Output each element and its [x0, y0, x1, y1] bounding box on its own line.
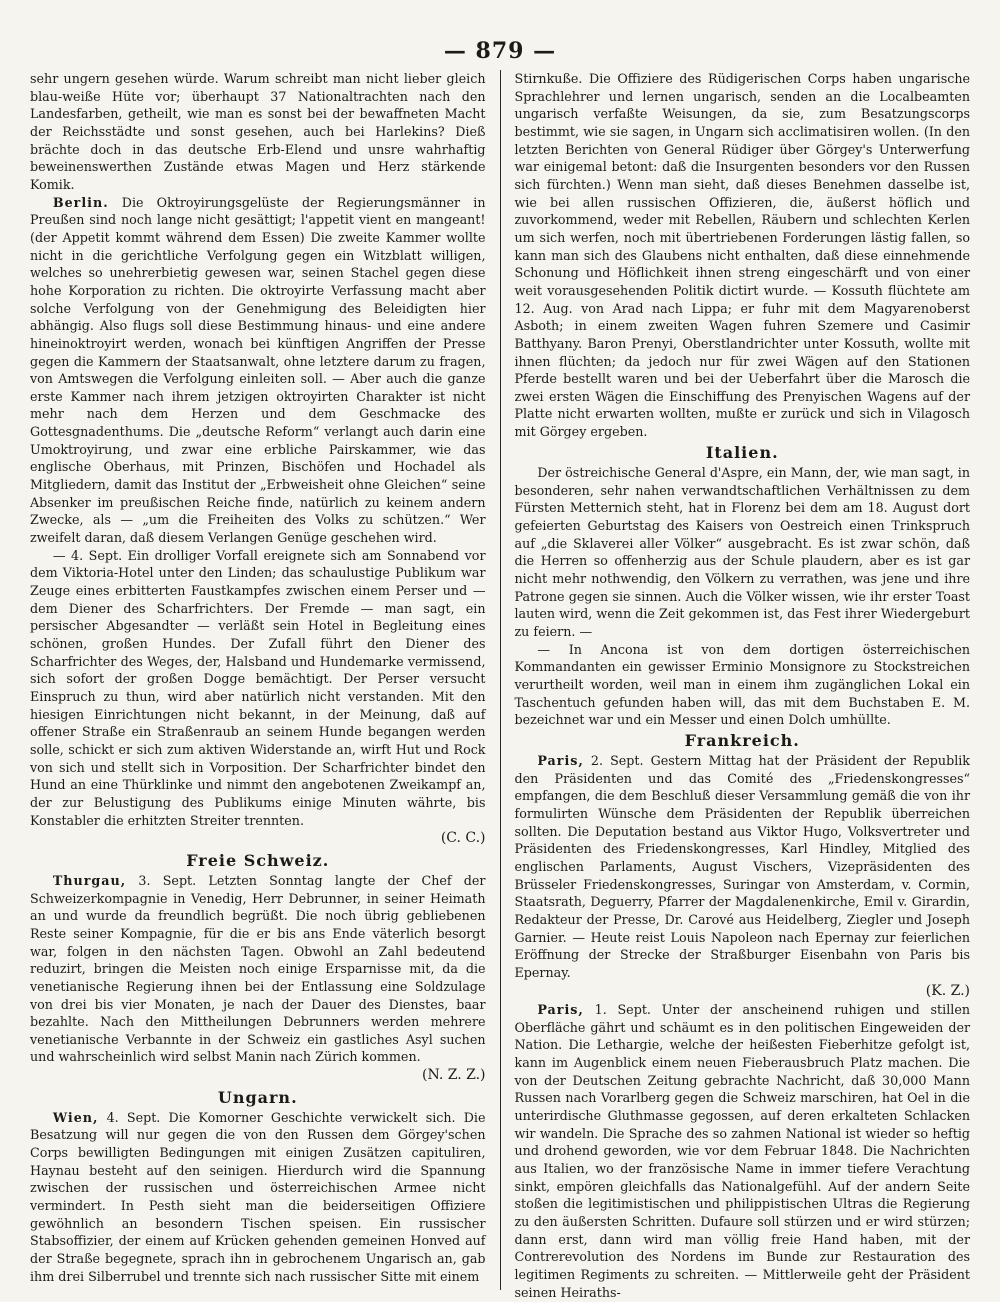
ungarn-continuation: Stirnkuße. Die Offiziere des Rüdigerischen Corps haben ungarische Sprachlehrer und lernen ungarisch, senden an die Localbeamten ungarisch verfaßte Weisungen, da sie, zum Besatzungscorps bestimmt, wie sie sagen, in Ungarn sich acclimatisiren wollen. (In den letzten Berichten von General Rüdiger über Görgey's Unterwerfung war einigemal betont: daß die Insurgenten besonders vor den Russen sich fürchten.) Wenn man sieht, daß dieses Benehmen dasselbe ist, wie bei allen russischen Offizieren, die, äußerst höflich und zuvorkommend, weder mit Rebellen, Räubern und schlechten Kerlen um sich werfen, noch mit übertriebenen Forderungen lästig fallen, so kann man sich des Glaubens nicht enthalten, daß diese einnehmende Schonung und Höflichkeit ihnen streng eingeschärft und von einer weit vorausgesehenden Politik dictirt wurde. — Kossuth flüchtete am 12. Aug. von Arad nach Lippa; er fuhr mit dem Magyarenoberst Asboth; in einem zweiten Wagen fuhren Szemere und Casimir Batthyany. Baron Prenyi, Oberstlandrichter unter Kossuth, wollte mit ihnen flüchten; da jedoch nur für zwei Wägen auf den Stationen Pferde bestellt waren und bei der Ueberfahrt über die Marosch die zwei ersten Wägen die Einschiffung des Prenyischen Wagens auf der Platte nicht erwarten wollten, mußte er zurück und sich in Vilagosch mit Görgey ergeben.	[514, 71, 971, 440]
berlin-dateline: Berlin.	[52, 194, 109, 210]
schweiz-dateline: Thurgau,	[52, 872, 127, 888]
paris-text-2: 1. Sept. Unter der anscheinend ruhigen und stillen Oberfläche gährt und schäumt es in den politischen Eingeweiden der Nation. Die Lethargie, welche der heißesten Fieberhitze gefolgt ist, kann im Augenblick einem neuen Fieberausbruch Platz machen. Die von der Deutschen Zeitung gebrachte Nachricht, daß 30,000 Mann Russen nach Vorarlberg gegen die Schweiz marschiren, hat Oel in die unterirdische Gluthmasse gegossen, auf deren erkalteten Schlacken wir wandeln. Die Sprache des so zahmen National ist wieder so heftig und drohend geworden, wie vor dem Februar 1848. Die Nachrichten aus Italien, wo der französische Name in immer tiefere Verachtung sinkt, empören gleichfalls das Nationalgefühl. Auf der andern Seite stoßen die legitimistischen und philippistischen Ultras die Regierung zu den äußersten Schritten. Dufaure soll stürzen und er wird stürzen; dann erst, dann wird man völlig freie Hand haben, mit der Contrerevolution des Nordens im Bunde zur Restauration des legitimen Regiments zu schreiten. — Mittlerweile geht der Präsident seinen Heiraths-	[514, 1002, 971, 1300]
ungarn-heading: Ungarn.	[217, 1087, 298, 1107]
wien-text: 4. Sept. Die Komorner Geschichte verwickelt sich. Die Besatzung will nur gegen die von den Russen dem Görgey'schen Corps bewilligten Bedingungen mit einigen Zusätzen capituliren, Haynau besteht auf den seinigen. Hierdurch wird die Spannung zwischen der russischen und österreichischen Armee nicht vermindert. In Pesth sieht man die beiderseitigen Offiziere gewöhnlich an besondern Tischen speisen. Ein russischer Stabsoffizier, der einem auf Krücken gehenden gemeinen Honved auf der Straße begegnete, sprach ihn in gebrochenem Ungarisch an, gab ihm drei Silberrubel und trennte sich nach russischer Sitte mit einem	[30, 1109, 486, 1284]
left-column	[30, 70, 486, 1290]
italien-article-1: Der östreichische General d'Aspre, ein Mann, der, wie man sagt, in besonderen, sehr nahen verwandtschaftlichen Verhältnissen zu dem Fürsten Metternich steht, hat in Florenz bei dem am 18. August dort gefeierten Geburtstag des Kaisers von Oestreich einen Trinkspruch auf „die Sklaverei aller Völker“ ausgebracht. Es ist zwar schön, daß die Herren so offenherzig aus der Schule plaudern, aber es ist gar nicht mehr nothwendig, den Völkern zu verrathen, was jene und ihre Patrone gegen sie sinnen. Auch die Völker wissen, wie ihr erster Toast lauten wird, wenn die Zeit gekommen ist, das Fest ihrer Wiedergeburt zu feiern. —	[514, 465, 971, 639]
berlin-signature: (C. C.)	[440, 830, 486, 847]
berlin-article	[30, 194, 486, 547]
paris-article-2	[515, 1001, 971, 1301]
wien-article	[30, 1109, 486, 1286]
paris-text-1: 2. Sept. Gestern Mittag hat der Präsident der Republik den Präsidenten und das Comité des „Friedenskongresses“ empfangen, die dem Beschluß dieser Versammlung gemäß die von ihr formulirten Wünsche dem Präsidenten der Republik überreichen sollten. Die Deputation bestand aus Viktor Hugo, Volksvertreter und Präsidenten des Friedenskongresses, Karl Hindley, Mitglied des englischen Parlaments, August Vischers, Vizepräsidenten des Brüsseler Friedenskongresses, Suringar von Amsterdam, v. Cormin, Staatsrath, Deguerry, Pfarrer der Magdalenenkirche, Emil v. Girardin, Redakteur der Presse, Dr. Carové aus Heidelberg, Ziegler und Joseph Garnier. — Heute reist Louis Napoleon nach Epernay zur feierlichen Eröffnung der Strecke der Straßburger Eisenbahn von Paris bis Epernay.	[514, 753, 971, 980]
paris-dateline-2: Paris,	[537, 1002, 584, 1018]
paris-dateline-1: Paris,	[537, 753, 584, 769]
intro-paragraph: sehr ungern gesehen würde. Warum schreibt man nicht lieber gleich blau-weiße Hüte vor; überhaupt 37 Nationaltrachten nach den Landesfarben, getheilt, wie man es sonst bei der bewaffneten Macht der Reichsstädte und sonst gesehen, auch bei Harlekins? Dieß brächte doch in das deutsche Erb-Elend und unsre wahrhaftig beweinenswerthen Zustände etwas Magen und Herz stärkende Komik.	[30, 71, 486, 192]
schweiz-heading: Freie Schweiz.	[186, 850, 330, 870]
column-divider	[500, 70, 501, 1290]
paris-article-1	[515, 752, 971, 982]
frankreich-heading: Frankreich.	[684, 730, 800, 750]
columns	[30, 70, 971, 1300]
schweiz-signature: (N. Z. Z.)	[422, 1067, 486, 1084]
berlin-article-2: — 4. Sept. Ein drolliger Vorfall ereignete sich am Sonnabend vor dem Viktoria-Hotel unter den Linden; das schaulustige Publikum war Zeuge eines erbitterten Faustkampfes zwischen einem Perser und — dem Diener des Scharfrichters. Der Fremde — man sagt, ein persischer Abgesandter — verläßt sein Hotel in Begleitung eines schönen, großen Hundes. Der Zufall führt den Diener des Scharfrichter des Weges, der, Halsband und Hundemarke vermissend, sich sofort der großen Dogge bemächtigt. Der Perser versucht Einspruch zu thun, wird aber natürlich nicht verstanden. Mit den hiesigen Einrichtungen nicht bekannt, in der Meinung, daß auf offener Straße ein Straßenraub an seinem Hunde begangen werden solle, schickt er sich zum aktiven Widerstande an, wirft Hut und Rock von sich und stellt sich in Vorposition. Der Scharfrichter bindet den Hund an eine Thürklinke und nimmt den angebotenen Zweikampf an, der zur Belustigung des Publikums einige Minuten währte, bis Konstabler die erhitzten Streiter trennten.	[30, 547, 486, 828]
schweiz-text: 3. Sept. Letzten Sonntag langte der Chef der Schweizerkompagnie in Venedig, Herr Debrunner, in seiner Heimath an und wurde da freundlich begrüßt. Die noch übrig gebliebenen Reste seiner Kompagnie, für die er bis ans Ende väterlich besorgt war, folgen in den nächsten Tagen. Obwohl an Zahl bedeutend reduzirt, bringen die Meisten noch einige Ersparnisse mit, da die venetianische Regierung ihnen bei der Entlassung eine Soldzulage von drei bis vier Monaten, je nach der Dauer des Dienstes, baar bezahlte. Nach den Mittheilungen Debrunners werden mehrere venetianische Verbannte in der Schweiz ein gastliches Asyl suchen und wahrscheinlich wird selbst Manin nach Zürich kommen.	[30, 872, 486, 1065]
wien-dateline: Wien,	[52, 1109, 99, 1125]
schweiz-article	[30, 872, 486, 1066]
page-number: — 879 —	[443, 38, 557, 64]
right-column	[514, 70, 971, 1300]
italien-heading: Italien.	[705, 442, 779, 462]
italien-article-2: — In Ancona ist von dem dortigen österreichischen Kommandanten ein gewisser Erminio Monsignore zu Stockstreichen verurtheilt worden, weil man in einem ihm zugänglichen Lokal ein Taschentuch gefunden haben will, das mit dem Buchstaben E. M. bezeichnet war und ein Messer und einen Dolch umhüllte.	[514, 641, 971, 728]
paris-signature: (K. Z.)	[925, 982, 971, 999]
berlin-text: Die Oktroyirungsgelüste der Regierungsmänner in Preußen sind noch lange nicht gesättigt; l'appetit vient en mangeant! (der Appetit kommt während dem Essen) Die zweite Kammer wollte nicht in die gerichtliche Verfolgung gegen ein Witzblatt willigen, welches so unehrerbietig gewesen war, seinen Stachel gegen diese hohe Korporation zu richten. Die oktroyirte Verfassung macht aber solche Verfolgung von der Genehmigung des Beleidigten hier abhängig. Also flugs soll diese Bestimmung hinaus- und eine andere hineinoktroyirt werden, wonach bei künftigen Angriffen der Presse gegen die Kammern der Staatsanwalt, ohne letztere darum zu fragen, von Amtswegen die Verfolgung einleiten soll. — Aber auch die ganze erste Kammer nach ihrem jetzigen oktroyirten Charakter ist nicht mehr nach dem Herzen und dem Geschmacke des Gottesgnadenthums. Die „deutsche Reform“ verlangt auch darin eine Umoktroyirung, und zwar eine erbliche Pairskammer, wie das englische Oberhaus, mit Prinzen, Bischöfen und Hochadel als Mitgliedern, damit das Institut der „Erbweisheit ohne Gleichen“ seine Absenker im preußischen Reiche finde, natürlich zu keinem andern Zwecke, als — „um die Freiheiten des Volks zu schützen.“ Wer zweifelt daran, daß diesem Verlangen Genüge geschehen wird.	[30, 194, 486, 546]
